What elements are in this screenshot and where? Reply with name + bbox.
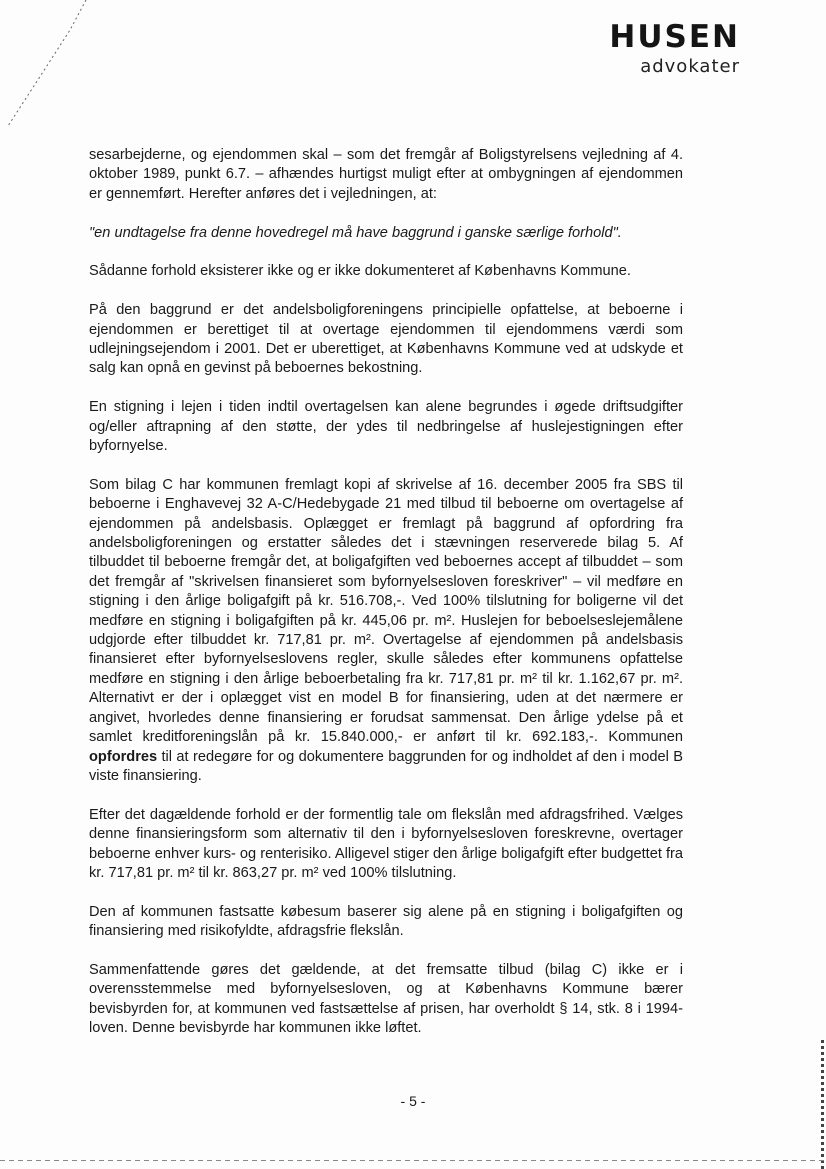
paragraph-6-text: Som bilag C har kommunen fremlagt kopi af skrivelse af 16. december 2005 fra SBS til beboerne i Enghavevej 32 A-C/Hedebygade 21 med tilbud til beboerne om overtagelse af ejendommen på andelsbasis. Oplægget er fremlagt på baggrund af opfordring fra andelsboligforeningen og erstatter således det i stævningen reserverede bilag 5. Af tilbuddet til beboerne fremgår det, at boligafgiften ved beboernes accept af tilbuddet – som det fremgår af "skrivelsen finansieret som byfornyelsesloven foreskriver" – vil medføre en stigning i den årlige boligafgift på kr. 516.708,-. Ved 100% tilslutning for boligerne vil det medføre en stigning i boligafgiften på kr. 445,06 pr. m². Huslejen for beboelseslejemålene udgjorde efter tilbuddet kr. 717,81 pr. m². Overtagelse af ejendommen på andelsbasis finansieret efter byfornyelseslovens regler, skulle således efter kommunens opfattelse medføre en stigning i den årlige beboerbetaling fra kr. 717,81 pr. m² til kr. 1.162,67 pr. m². Alternativt er der i oplægget vist en model B for finansiering, uden at det nærmere er angivet, hvorledes denne finansiering er forudsat sammensat. Den årlige ydelse på et samlet kreditforeningslån på kr. 15.840.000,- er anført til kr. 692.183,-. Kommunen	[89, 476, 683, 746]
paragraph-4: På den baggrund er det andelsboligforeningens principielle opfattelse, at beboerne i ejendommen er berettiget til at overtage ejendommen til ejendommens værdi som udlejningsejendom i 2001. Det er uberettiget, at Københavns Kommune ved at udskyde et salg kan opnå en gevinst på beboernes bekostning.	[89, 302, 683, 377]
page-number: - 5 -	[400, 1093, 426, 1109]
logo-wordmark: HUSEN	[609, 19, 740, 55]
paragraph-9: Sammenfattende gøres det gældende, at det fremsatte tilbud (bilag C) ikke er i overensstemmelse med byfornyelsesloven, og at Københavns Kommune bærer bevisbyrden for, at kommunen ved fastsættelse af prisen, har overholdt § 14, stk. 8 i 1994-loven. Denne bevisbyrde har kommunen ikke løftet.	[89, 961, 683, 1037]
emphasis-opfordres: opfordres	[89, 748, 158, 765]
scan-artifact-line	[0, 0, 90, 130]
paragraph-8: Den af kommunen fastsatte købesum baserer sig alene på en stigning i boligafgiften og finansiering med risikofyldte, afdragsfrie flekslån.	[89, 903, 683, 940]
paragraph-1: sesarbejderne, og ejendommen skal – som det fremgår af Boligstyrelsens vejledning af 4. oktober 1989, punkt 6.7. – afhændes hurtigst muligt efter at ombygningen af ejendommen er gennemført. Herefter anføres det i vejledningen, at:	[89, 147, 683, 202]
paragraph-6	[89, 476, 683, 787]
paragraph-7: Efter det dagældende forhold er der formentlig tale om flekslån med afdragsfrihed. Vælges denne finansieringsform som alternativ til den i byfornyelsesloven foreskrevne, overtager beboerne enhver kurs- og renterisiko. Alligevel stiger den årlige boligafgift efter budgettet fra kr. 717,81 pr. m² til kr. 863,27 pr. m² ved 100% tilslutning.	[89, 806, 683, 881]
quote-paragraph: "en undtagelse fra denne hovedregel må have baggrund i ganske særlige forhold".	[89, 224, 622, 241]
scan-artifact-bottom	[0, 1160, 826, 1161]
paragraph-5: En stigning i lejen i tiden indtil overtagelsen kan alene begrundes i øgede driftsudgifter og/eller aftrapning af den støtte, der ydes til nedbringelse af huslejestigningen efter byfornyelse.	[89, 399, 683, 455]
company-logo	[609, 19, 740, 77]
paragraph-6-end: til at redegøre for og dokumentere baggrunden for og indholdet af den i model B viste finansiering.	[89, 748, 683, 784]
logo-subtitle: advokater	[640, 56, 740, 77]
paragraph-3: Sådanne forhold eksisterer ikke og er ikke dokumenteret af Københavns Kommune.	[89, 263, 631, 280]
document-body	[89, 146, 683, 1058]
